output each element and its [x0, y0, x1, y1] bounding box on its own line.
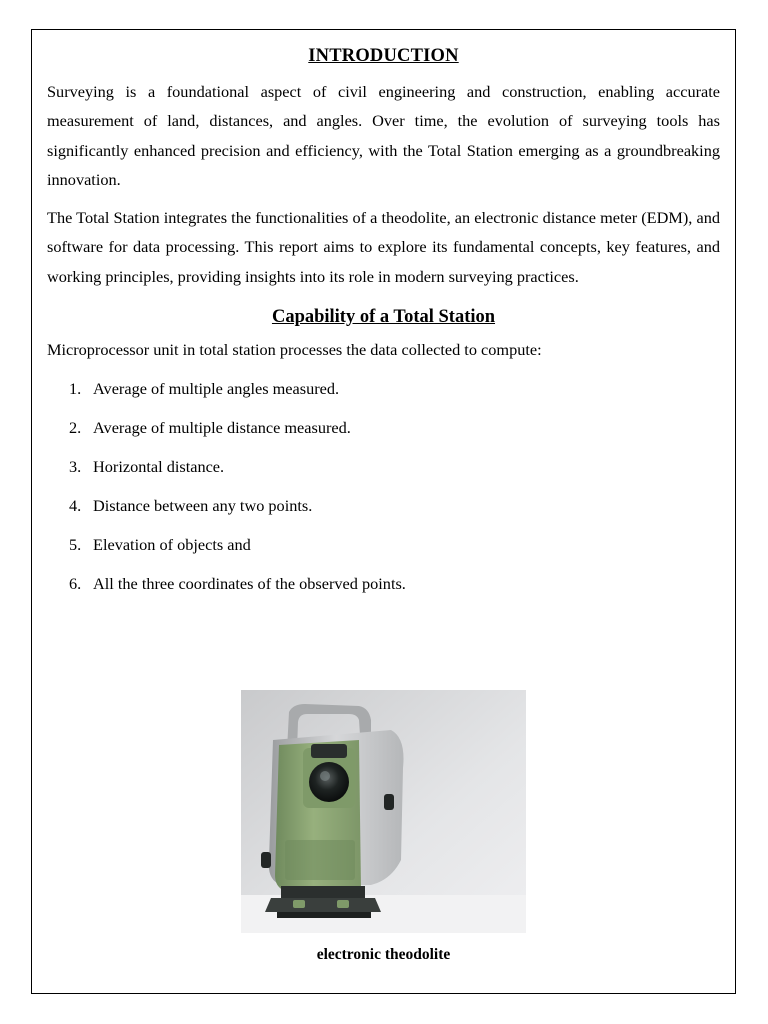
list-item-text: All the three coordinates of the observed points. — [93, 574, 406, 594]
introduction-heading: INTRODUCTION — [308, 46, 459, 66]
page-content — [47, 30, 720, 596]
list-item-text: Average of multiple angles measured. — [93, 379, 340, 399]
intro-paragraph-1: Surveying is a foundational aspect of civil engineering and construction, enabling accurate measurement of land, distances, and angles. Over time, the evolution of surveying tools has significantly enhanced precision and efficiency, with the Total Station emerging as a groundbreaking innovation. — [47, 82, 720, 189]
capability-intro: Microprocessor unit in total station processes the data collected to compute: — [47, 340, 542, 360]
list-item — [47, 416, 720, 440]
list-item-text: Elevation of objects and — [93, 535, 251, 555]
list-item — [47, 572, 720, 596]
list-item-number: 2. — [69, 418, 82, 438]
list-item-text: Horizontal distance. — [93, 457, 225, 477]
list-item — [47, 533, 720, 557]
capability-heading: Capability of a Total Station — [271, 307, 496, 328]
page-border — [31, 29, 736, 994]
list-item-number: 1. — [69, 379, 82, 399]
list-item-number: 3. — [69, 457, 82, 477]
intro-paragraph-2: The Total Station integrates the functionalities of a theodolite, an electronic distance meter (EDM), and software for data processing. This report aims to explore its fundamental concepts, key features, and working principles, providing insights into its role in modern surveying practices. — [47, 208, 720, 286]
list-item-text: Distance between any two points. — [93, 496, 313, 516]
list-item — [47, 455, 720, 479]
list-item-number: 6. — [69, 574, 82, 594]
total-station-photo — [241, 690, 526, 933]
list-item — [47, 494, 720, 518]
figure-caption: electronic theodolite — [316, 946, 451, 963]
list-item — [47, 377, 720, 401]
total-station-illustration — [241, 690, 526, 933]
list-item-text: Average of multiple distance measured. — [93, 418, 351, 438]
list-item-number: 4. — [69, 496, 82, 516]
capability-list — [47, 377, 720, 596]
list-item-number: 5. — [69, 535, 82, 555]
